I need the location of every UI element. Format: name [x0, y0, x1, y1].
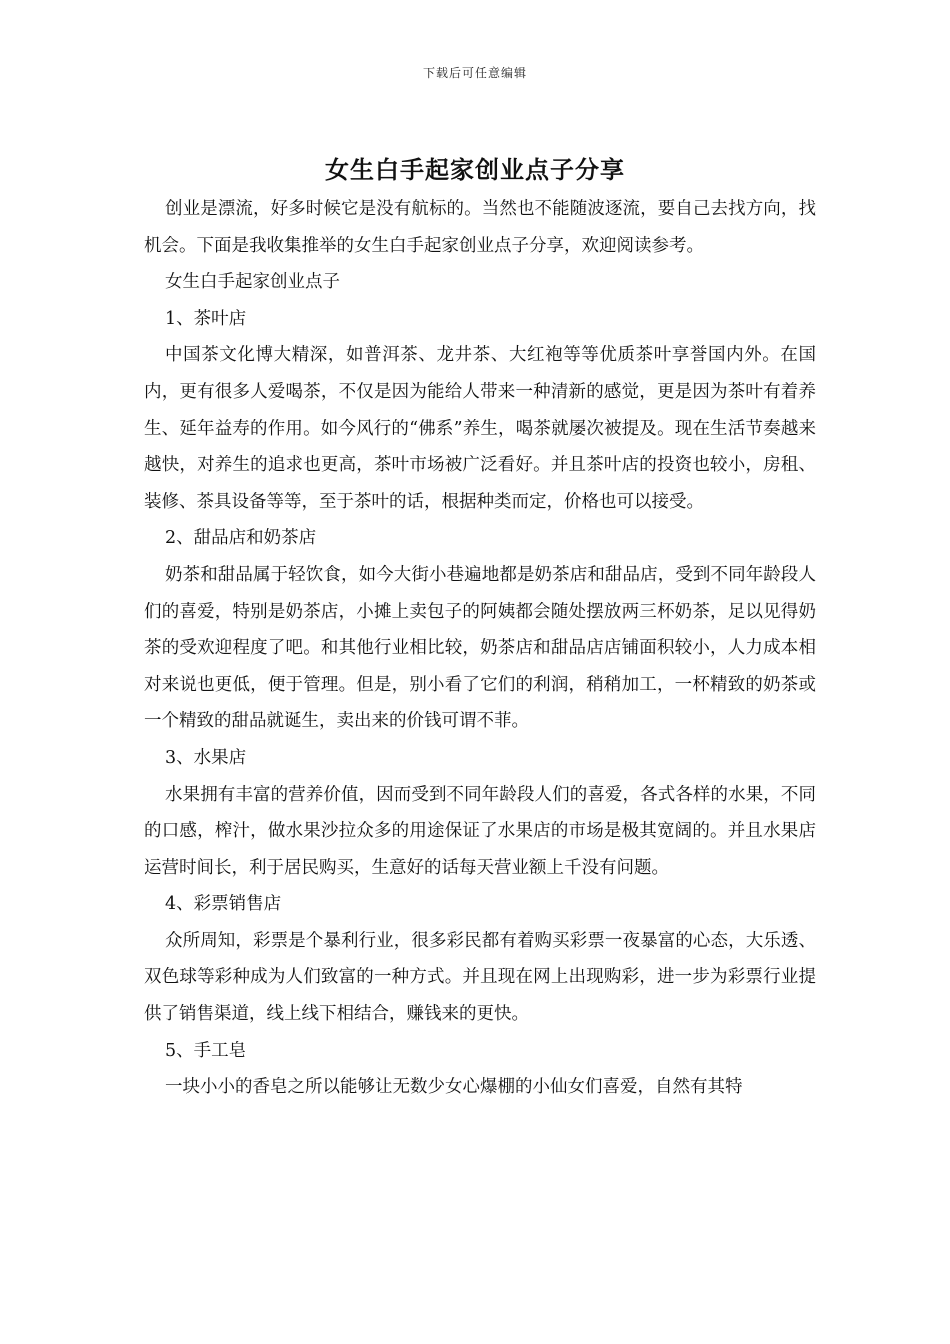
section-heading: 女生白手起家创业点子 [165, 272, 340, 293]
item1-body: 中国茶文化博大精深，如普洱茶、龙井茶、大红袍等等优质茶叶享誉国内外。在国内，更有很多人爱喝茶，不仅是因为能给人带来一种清新的感觉，更是因为茶叶有着养生、延年益寿的作用。如今风行的“佛系”养生，喝茶就屡次被提及。现在生活节奏越来越快，对养生的追求也更高，茶叶市场被广泛看好。并且茶叶店的投资也较小，房租、装修、茶具设备等等，至于茶叶的话，根据种类而定，价格也可以接受。 [144, 345, 816, 512]
item5-title: 5、手工皂 [165, 1040, 247, 1061]
header-note: 下载后可任意编辑 [422, 66, 527, 80]
item2-title: 2、甜品店和奶茶店 [165, 528, 317, 549]
item3-body: 水果拥有丰富的营养价值，因而受到不同年龄段人们的喜爱，各式各样的水果，不同的口感，榨汁，做水果沙拉众多的用途保证了水果店的市场是极其宽阔的。并且水果店运营时间长，利于居民购买，生意好的话每天营业额上千没有问题。 [144, 784, 816, 878]
document-body [144, 191, 816, 1106]
document-title: 女生白手起家创业点子分享 [325, 155, 625, 184]
item1-title: 1、茶叶店 [165, 308, 247, 329]
item5-body: 一块小小的香皂之所以能够让无数少女心爆棚的小仙女们喜爱，自然有其特 [165, 1077, 743, 1098]
item2-body: 奶茶和甜品属于轻饮食，如今大街小巷遍地都是奶茶店和甜品店，受到不同年龄段人们的喜爱，特别是奶茶店，小摊上卖包子的阿姨都会随处摆放两三杯奶茶，足以见得奶茶的受欢迎程度了吧。和其他行业相比较，奶茶店和甜品店店铺面积较小，人力成本相对来说也更低，便于管理。但是，别小看了它们的利润，稍稍加工，一杯精致的奶茶或一个精致的甜品就诞生，卖出来的价钱可谓不菲。 [144, 564, 816, 732]
intro-paragraph: 创业是漂流，好多时候它是没有航标的。当然也不能随波逐流，要自己去找方向，找机会。下面是我收集推举的女生白手起家创业点子分享，欢迎阅读参考。 [144, 199, 816, 256]
item4-body: 众所周知，彩票是个暴利行业，很多彩民都有着购买彩票一夜暴富的心态，大乐透、双色球等彩种成为人们致富的一种方式。并且现在网上出现购彩，进一步为彩票行业提供了销售渠道，线上线下相结合，赚钱来的更快。 [144, 930, 816, 1025]
item4-title: 4、彩票销售店 [165, 894, 282, 915]
item3-title: 3、水果店 [165, 747, 247, 768]
